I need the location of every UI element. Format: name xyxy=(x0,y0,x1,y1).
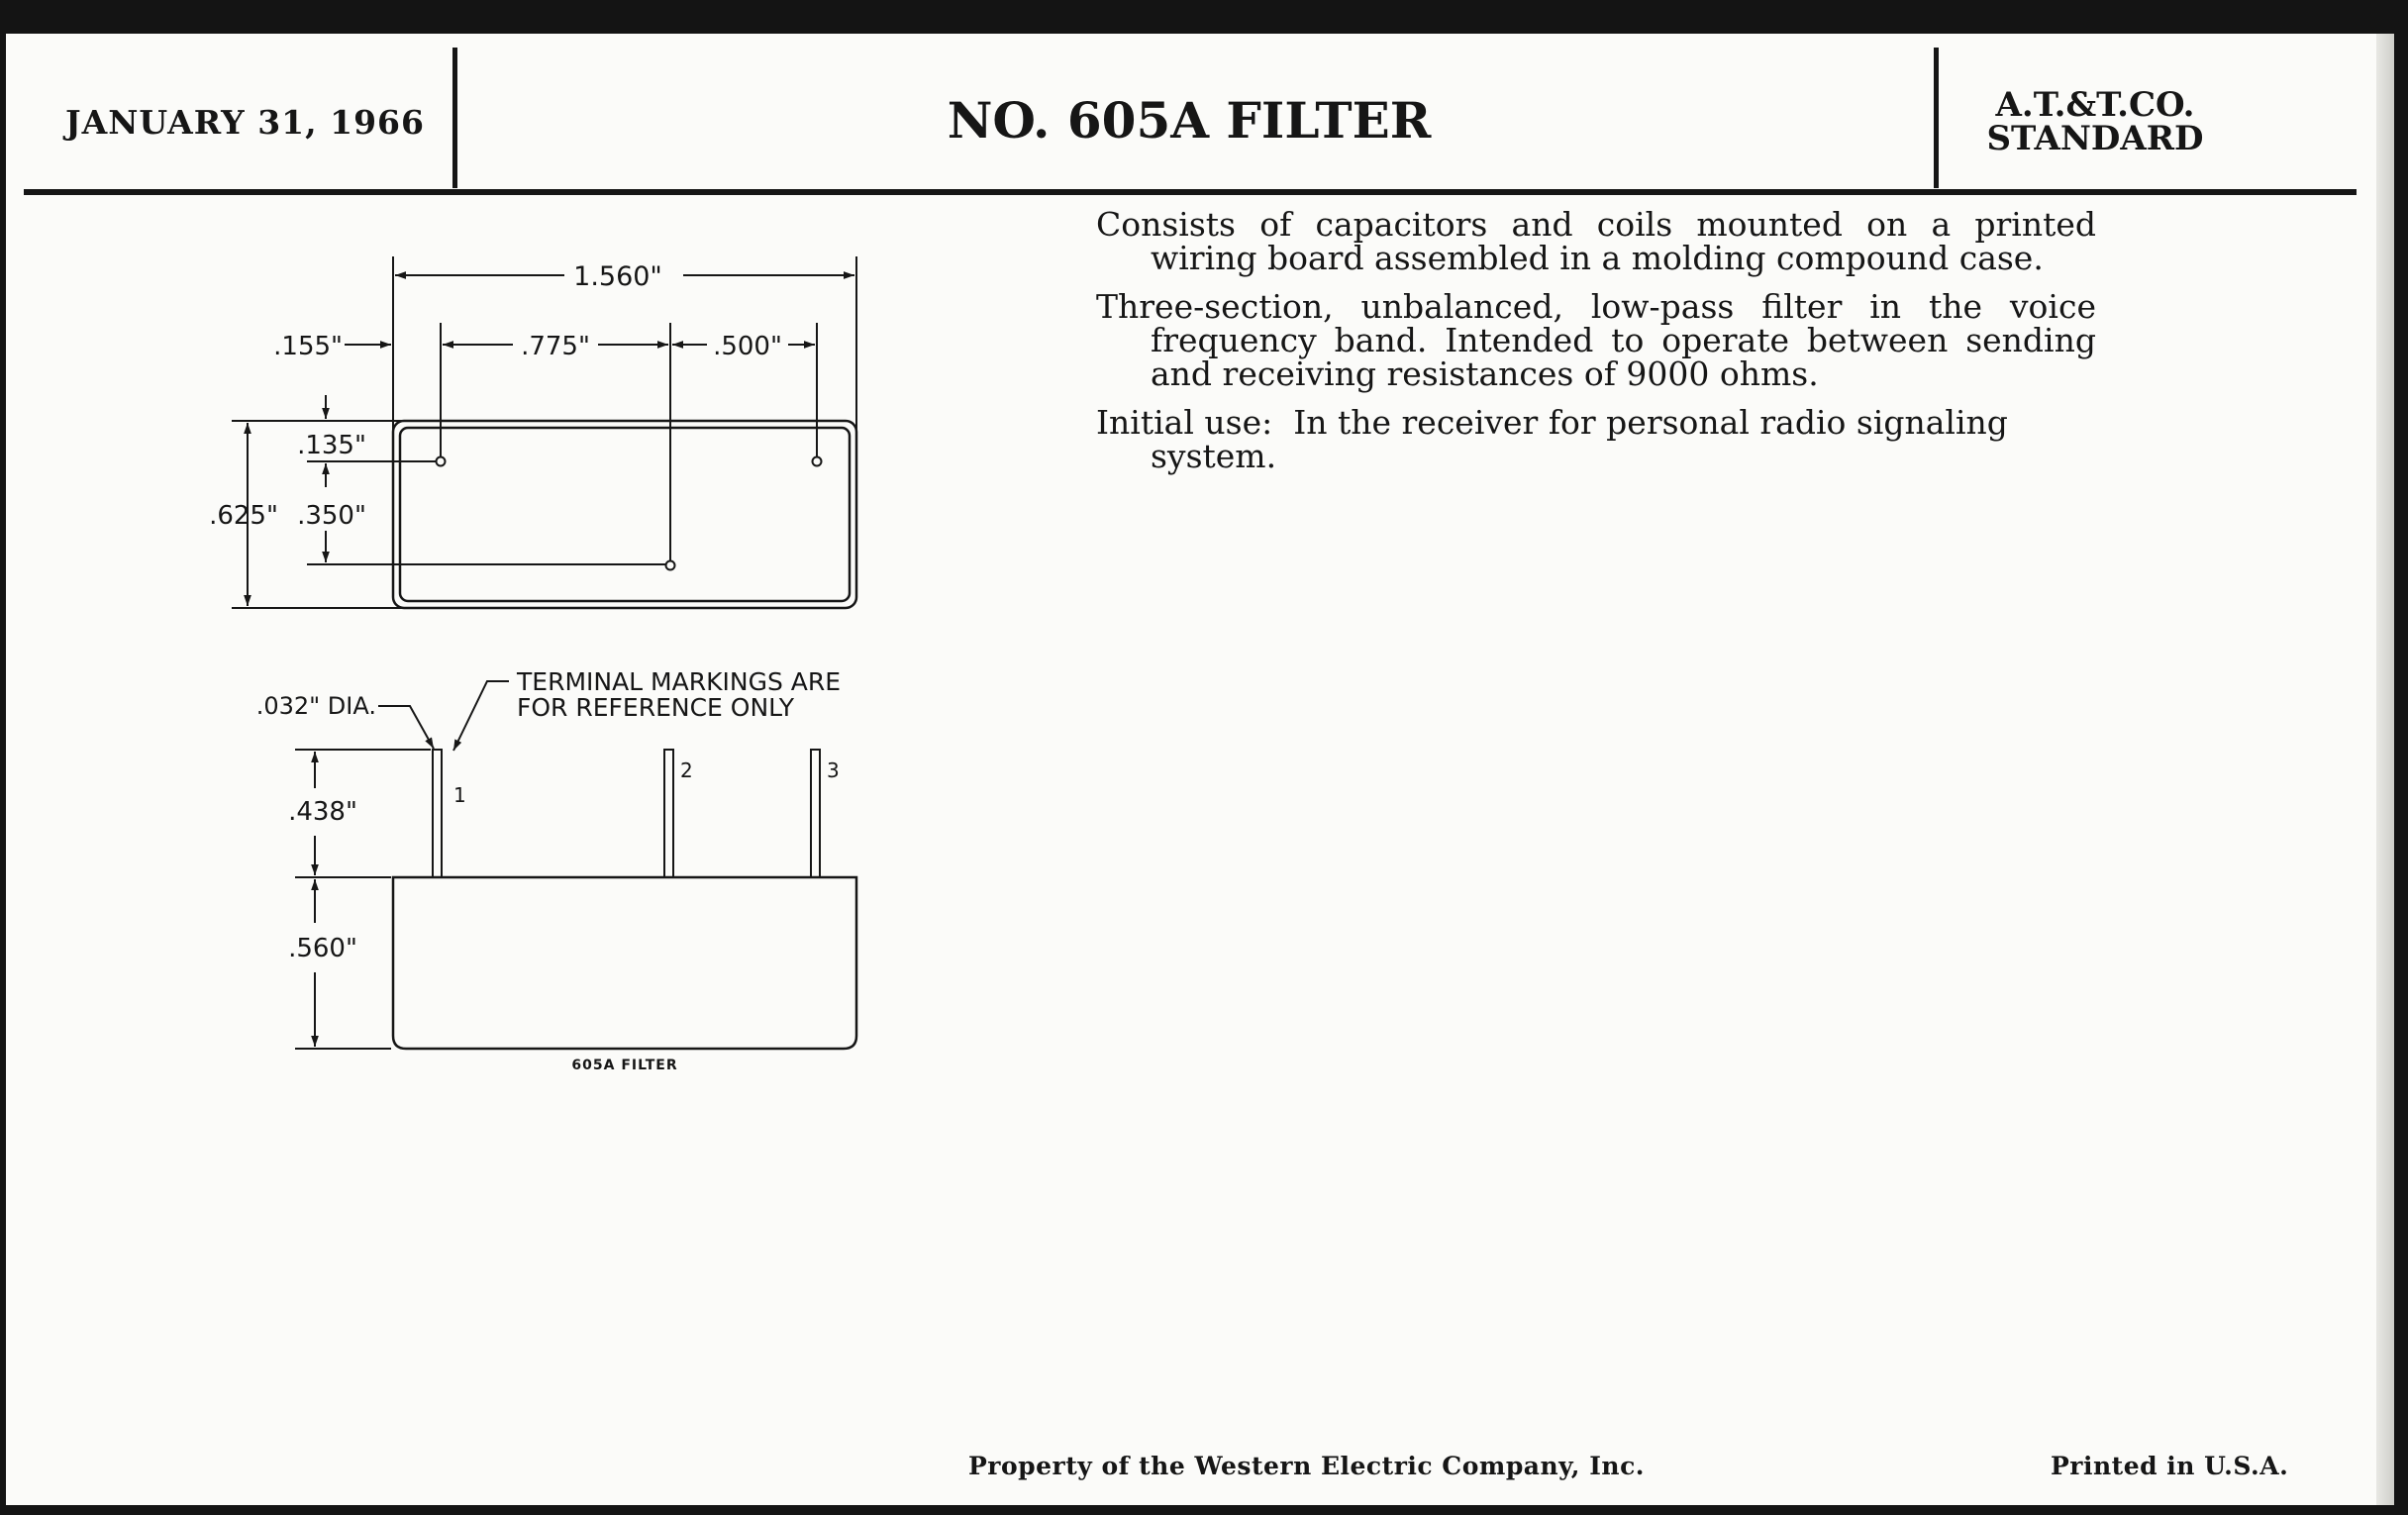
terminal-hole xyxy=(813,457,822,466)
description-paragraph-1: Consists of capacitors and coils mounted on a printed wiring board assembled in a molding compound case. xyxy=(1096,205,2096,277)
dim-pin-spacing-1: .775" xyxy=(521,332,590,361)
body-label: 605A FILTER xyxy=(571,1058,678,1073)
terminal-label-3: 3 xyxy=(827,758,840,782)
initial-use xyxy=(1096,403,2096,475)
initial-use-text: In the receiver for personal radio signaling system. xyxy=(1151,403,2008,475)
terminal-label-1: 1 xyxy=(453,783,466,807)
description-paragraph-2: Three-section, unbalanced, low-pass filter in the voice frequency band. Intended to operate between sending and receiving resistances of 9000 ohms. xyxy=(1096,287,2096,393)
catalog-card xyxy=(6,34,2394,1505)
terminal-label-2: 2 xyxy=(680,758,693,782)
top-view-outline xyxy=(393,421,856,608)
standard-line-2: STANDARD xyxy=(1986,119,2204,158)
terminal-note-line-2: FOR REFERENCE ONLY xyxy=(517,693,795,722)
terminal-note-line-1: TERMINAL MARKINGS ARE xyxy=(517,667,842,696)
filter-drawing xyxy=(6,34,1055,1143)
dim-left-offset: .155" xyxy=(273,332,343,361)
dim-overall-height: .625" xyxy=(209,501,278,531)
terminal-diameter: .032" DIA. xyxy=(255,692,376,720)
terminal-pin-2 xyxy=(664,750,673,877)
issue-date: JANUARY 31, 1966 xyxy=(65,103,425,142)
dim-pin-spacing-2: .500" xyxy=(713,332,782,361)
card-edge xyxy=(2376,34,2394,1505)
description xyxy=(1096,205,2096,488)
terminal-hole xyxy=(666,561,675,570)
side-view-body xyxy=(393,877,856,1049)
dim-pin-vertical-spacing: .350" xyxy=(297,501,366,531)
terminal-pin-1 xyxy=(433,750,442,877)
terminal-hole xyxy=(437,457,446,466)
footer-printed: Printed in U.S.A. xyxy=(2051,1452,2289,1480)
terminal-pin-3 xyxy=(811,750,820,877)
page-title: NO. 605A FILTER xyxy=(947,91,1432,150)
dim-body-height: .560" xyxy=(288,934,357,963)
dim-terminal-height: .438" xyxy=(288,797,357,827)
header-divider-right xyxy=(1934,48,1939,188)
standard-line-1: A.T.&T.CO. xyxy=(1995,85,2195,125)
initial-use-label: Initial use: xyxy=(1096,403,1273,442)
dim-top-offset: .135" xyxy=(297,431,366,460)
dim-overall-length: 1.560" xyxy=(573,261,662,292)
footer-property: Property of the Western Electric Company, Inc. xyxy=(968,1452,1646,1480)
top-view-inner-outline xyxy=(400,428,850,601)
standard-mark xyxy=(1947,85,2244,158)
